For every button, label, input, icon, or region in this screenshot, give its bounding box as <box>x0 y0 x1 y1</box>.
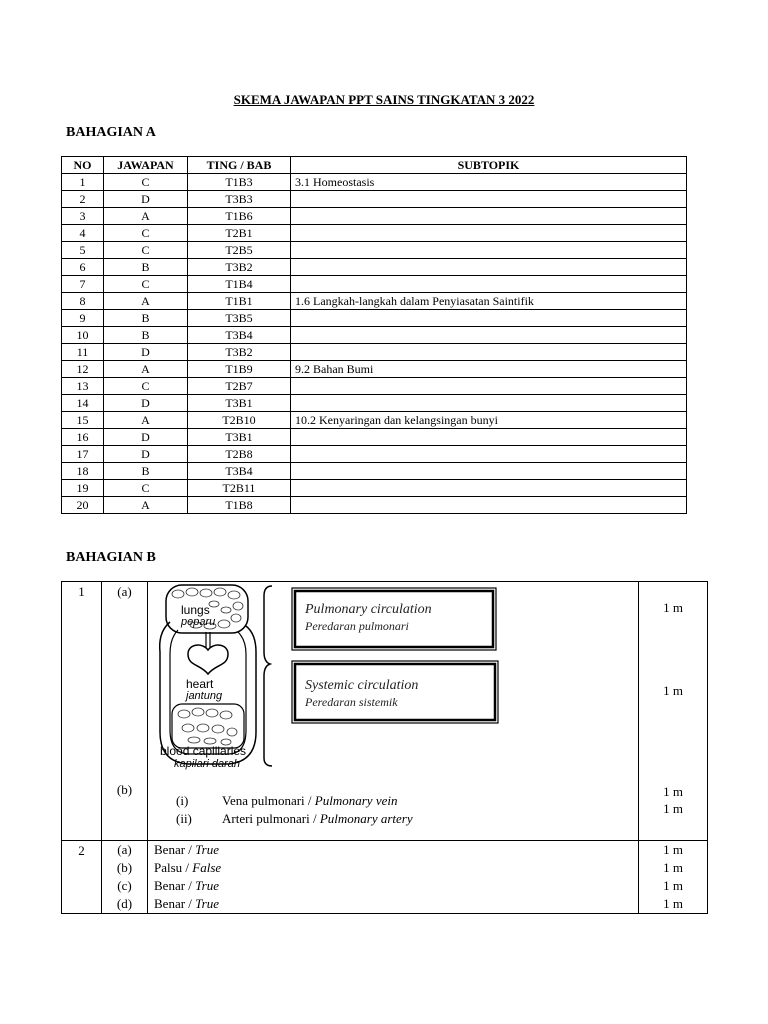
table-row <box>62 174 687 191</box>
row-subtopik: 1.6 Langkah-langkah dalam Penyiasatan Saintifik <box>291 293 687 310</box>
row-no: 19 <box>62 480 104 497</box>
row-subtopik <box>291 395 687 412</box>
pulmonary-circulation-label: Pulmonary circulation <box>305 602 432 617</box>
row-answer: A <box>104 208 188 225</box>
table-row <box>62 446 687 463</box>
mark: 1 m <box>663 878 683 893</box>
lungs-label-ms: peparu <box>181 616 216 628</box>
mark: 1 m <box>663 801 683 816</box>
table-row <box>62 429 687 446</box>
table-row <box>62 497 687 514</box>
row-no: 10 <box>62 327 104 344</box>
systemic-circulation-label: Systemic circulation <box>305 678 419 693</box>
table-row <box>62 259 687 276</box>
row-ting-bab: T1B1 <box>188 293 291 310</box>
row-subtopik <box>291 259 687 276</box>
row-ting-bab: T1B4 <box>188 276 291 293</box>
row-no: 2 <box>62 191 104 208</box>
row-answer: A <box>104 361 188 378</box>
row-subtopik <box>291 310 687 327</box>
answer-b-ii: Arteri pulmonari / Pulmonary artery <box>222 811 413 826</box>
row-ting-bab: T3B3 <box>188 191 291 208</box>
answer-b-ii-roman: (ii) <box>176 811 192 826</box>
table-row <box>62 276 687 293</box>
row-answer: A <box>104 497 188 514</box>
row-subtopik: 10.2 Kenyaringan dan kelangsingan bunyi <box>291 412 687 429</box>
row-answer: C <box>104 378 188 395</box>
row-subtopik <box>291 344 687 361</box>
mark: 1 m <box>663 896 683 911</box>
row-ting-bab: T2B11 <box>188 480 291 497</box>
row-subtopik: 3.1 Homeostasis <box>291 174 687 191</box>
header-subtopik: SUBTOPIK <box>291 157 687 174</box>
lungs-label: lungs <box>181 603 210 617</box>
table-row <box>62 242 687 259</box>
row-subtopik <box>291 463 687 480</box>
answer-text: Benar / True <box>154 896 219 911</box>
row-subtopik: 9.2 Bahan Bumi <box>291 361 687 378</box>
row-no: 17 <box>62 446 104 463</box>
row-ting-bab: T1B6 <box>188 208 291 225</box>
header-jawapan: JAWAPAN <box>104 157 188 174</box>
row-no: 13 <box>62 378 104 395</box>
row-answer: C <box>104 276 188 293</box>
row-no: 8 <box>62 293 104 310</box>
mark: 1 m <box>663 842 683 857</box>
section-b-heading: BAHAGIAN B <box>66 550 156 565</box>
row-ting-bab: T1B8 <box>188 497 291 514</box>
row-ting-bab: T1B9 <box>188 361 291 378</box>
row-ting-bab: T3B2 <box>188 259 291 276</box>
row-answer: D <box>104 446 188 463</box>
row-ting-bab: T1B3 <box>188 174 291 191</box>
answer-cell <box>148 582 639 841</box>
heart-shape <box>188 645 228 674</box>
row-subtopik <box>291 480 687 497</box>
answer-table-b <box>61 581 708 914</box>
table-row <box>62 378 687 395</box>
row-answer: B <box>104 327 188 344</box>
row-answer: D <box>104 344 188 361</box>
sub-label-b: (b) <box>116 782 133 797</box>
sub-label-cell <box>102 841 148 914</box>
table-row <box>62 463 687 480</box>
row-no: 4 <box>62 225 104 242</box>
row-subtopik <box>291 497 687 514</box>
table-row <box>62 361 687 378</box>
row-no: 15 <box>62 412 104 429</box>
sub-label: (d) <box>116 896 133 911</box>
row-no: 14 <box>62 395 104 412</box>
answer-cell <box>148 841 639 914</box>
table-row <box>62 225 687 242</box>
document-title: SKEMA JAWAPAN PPT SAINS TINGKATAN 3 2022 <box>233 92 535 107</box>
question-1-row <box>62 582 708 841</box>
marks-cell <box>639 582 708 841</box>
answer-table-a <box>61 156 687 514</box>
row-subtopik <box>291 429 687 446</box>
header-no: NO <box>62 157 104 174</box>
row-ting-bab: T2B10 <box>188 412 291 429</box>
mark: 1 m <box>663 860 683 875</box>
row-no: 3 <box>62 208 104 225</box>
question-2-row <box>62 841 708 914</box>
marks-cell <box>639 841 708 914</box>
row-answer: C <box>104 480 188 497</box>
heart-label-ms: jantung <box>186 690 223 702</box>
table-row <box>62 327 687 344</box>
row-answer: B <box>104 259 188 276</box>
row-no: 5 <box>62 242 104 259</box>
answer-text: Benar / True <box>154 878 219 893</box>
row-ting-bab: T3B4 <box>188 463 291 480</box>
sub-label-cell <box>102 582 148 841</box>
row-no: 11 <box>62 344 104 361</box>
sub-label: (b) <box>116 860 133 875</box>
answer-b-i-roman: (i) <box>176 793 189 808</box>
row-no: 1 <box>62 174 104 191</box>
row-answer: C <box>104 174 188 191</box>
row-no: 20 <box>62 497 104 514</box>
table-row <box>62 293 687 310</box>
mark: 1 m <box>663 784 683 799</box>
table-row <box>62 191 687 208</box>
capillaries-label-ms: kapilari darah <box>174 758 241 770</box>
row-ting-bab: T3B5 <box>188 310 291 327</box>
row-subtopik <box>291 208 687 225</box>
table-row <box>62 344 687 361</box>
row-answer: B <box>104 463 188 480</box>
row-no: 6 <box>62 259 104 276</box>
answer-b-i: Vena pulmonari / Pulmonary vein <box>222 793 398 808</box>
row-answer: D <box>104 395 188 412</box>
row-ting-bab: T3B2 <box>188 344 291 361</box>
capillaries-label: blood capillaries <box>160 744 247 758</box>
row-subtopik <box>291 191 687 208</box>
mark: 1 m <box>663 683 683 698</box>
table-row <box>62 310 687 327</box>
systemic-circulation-label-ms: Peredaran sistemik <box>305 695 398 709</box>
question-number: 1 <box>62 582 102 841</box>
sub-label: (a) <box>117 842 132 857</box>
row-ting-bab: T2B1 <box>188 225 291 242</box>
question-number: 2 <box>62 841 102 914</box>
row-no: 12 <box>62 361 104 378</box>
row-ting-bab: T2B8 <box>188 446 291 463</box>
heart-label: heart <box>186 677 214 691</box>
answer-text: Palsu / False <box>154 860 222 875</box>
row-answer: D <box>104 191 188 208</box>
section-a-heading: BAHAGIAN A <box>66 125 156 140</box>
row-ting-bab: T2B5 <box>188 242 291 259</box>
pulmonary-circulation-label-ms: Peredaran pulmonari <box>305 619 409 633</box>
row-no: 18 <box>62 463 104 480</box>
row-ting-bab: T2B7 <box>188 378 291 395</box>
row-ting-bab: T3B1 <box>188 395 291 412</box>
row-answer: C <box>104 242 188 259</box>
sub-label: (c) <box>117 878 132 893</box>
row-subtopik <box>291 225 687 242</box>
row-subtopik <box>291 242 687 259</box>
table-row <box>62 412 687 429</box>
header-ting-bab: TING / BAB <box>188 157 291 174</box>
row-no: 16 <box>62 429 104 446</box>
row-ting-bab: T3B1 <box>188 429 291 446</box>
row-subtopik <box>291 446 687 463</box>
answer-text: Benar / True <box>154 842 219 857</box>
row-answer: D <box>104 429 188 446</box>
table-row <box>62 480 687 497</box>
row-answer: A <box>104 293 188 310</box>
row-answer: A <box>104 412 188 429</box>
row-answer: B <box>104 310 188 327</box>
row-subtopik <box>291 378 687 395</box>
row-subtopik <box>291 276 687 293</box>
table-header-row <box>62 157 687 174</box>
table-row <box>62 208 687 225</box>
table-row <box>62 395 687 412</box>
sub-label-a: (a) <box>117 584 132 599</box>
mark: 1 m <box>663 600 683 615</box>
row-no: 7 <box>62 276 104 293</box>
row-no: 9 <box>62 310 104 327</box>
row-subtopik <box>291 327 687 344</box>
row-answer: C <box>104 225 188 242</box>
row-ting-bab: T3B4 <box>188 327 291 344</box>
